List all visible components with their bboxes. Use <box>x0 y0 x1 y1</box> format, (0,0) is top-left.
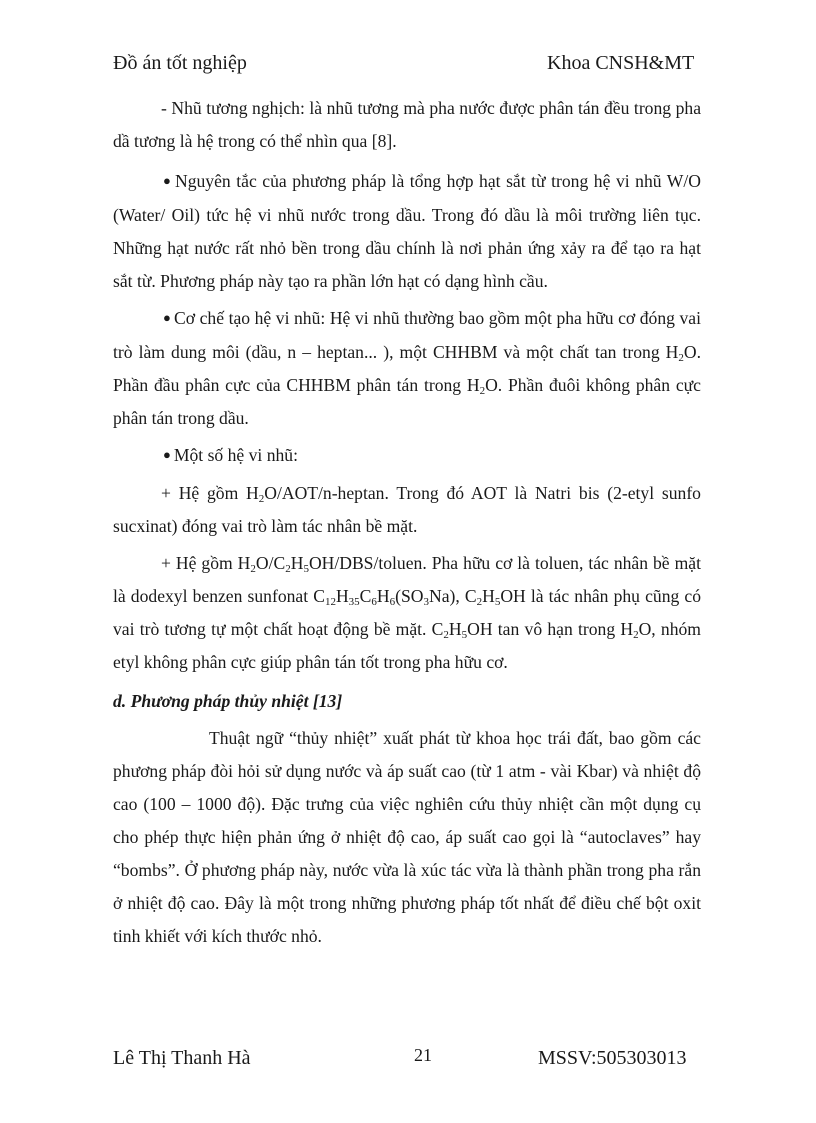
section-heading-hydrothermal: d. Phương pháp thủy nhiệt [13] <box>113 691 343 711</box>
bullet-dot-icon: ● <box>163 310 172 325</box>
page-header-right: Khoa CNSH&MT <box>547 52 695 74</box>
bullet-dot-icon: ● <box>163 447 171 462</box>
paragraph-system-aot: + Hệ gồm $H_2O/AOT/n$-heptan. Trong đó AOT là Natri bis (2-etyl sunfo sucxinat) đóng vai trò làm tác nhân bề mặt. <box>113 483 701 536</box>
paragraph-principle: ● Nguyên tắc của phương pháp là tổng hợp hạt sắt từ trong hệ vi nhũ W/O (Water/ Oil) tức hệ vi nhũ nước trong dầu. Trong đó dầu là môi trường liên tục. Những hạt nước rất nhỏ bền trong dầu chính là nơi phản ứng xảy ra để tạo ra hạt sắt từ. Phương pháp này tạo ra phần lớn hạt có dạng hình cầu. <box>113 171 701 291</box>
footer-author: Lê Thị Thanh Hà <box>113 1047 251 1069</box>
page-header-left: Đồ án tốt nghiệp <box>113 52 247 74</box>
paragraph-system-dbs: + Hệ gồm $H_2O/C_2H_5OH/DBS$/toluen. Pha hữu cơ là toluen, tác nhân bề mặt là dodexyl benzen sunfonat $C_{12}H_{35}C_6H_6(SO_3Na)$, $C_2H_5OH$ là tác nhân phụ cũng có vai trò tương tự một chất hoạt động bề mặt. $C_2H_5OH$ tan vô hạn trong $H_2O$, nhóm etyl không phân cực giúp phân tán tốt trong pha hữu cơ. <box>113 553 701 672</box>
paragraph-hydrothermal: Thuật ngữ “thủy nhiệt” xuất phát từ khoa học trái đất, bao gồm các phương pháp đòi hỏi sử dụng nước và áp suất cao (từ 1 atm - vài Kbar) và nhiệt độ cao (100 – 1000 độ). Đặc trưng của việc nghiên cứu thủy nhiệt cần một dụng cụ cho phép thực hiện phản ứng ở nhiệt độ cao, áp suất cao gọi là “autoclaves” hay “bombs”. Ở phương pháp này, nước vừa là xúc tác vừa là thành phần trong pha rắn ở nhiệt độ cao. Đây là một trong những phương pháp tốt nhất để điều chế bột oxit tinh khiết với kích thước nhỏ. <box>113 728 701 946</box>
paragraph-inverse-emulsion: - Nhũ tương nghịch: là nhũ tương mà pha nước được phân tán đều trong pha dầ tương là hệ trong có thể nhìn qua [8]. <box>113 98 701 151</box>
page-body <box>113 92 701 953</box>
bullet-dot-icon: ● <box>163 173 172 188</box>
page-number: 21 <box>414 1045 432 1065</box>
footer-student-id: MSSV:505303013 <box>538 1047 687 1069</box>
paragraph-systems-intro: ● Một số hệ vi nhũ: <box>163 445 298 465</box>
paragraph-mechanism: ● Cơ chế tạo hệ vi nhũ: Hệ vi nhũ thường bao gồm một pha hữu cơ đóng vai trò làm dung môi (dầu, n – heptan... ), một CHHBM và một chất tan trong $H_2O$. Phần đầu phân cực của CHHBM phân tán trong $H_2O$. Phần đuôi không phân cực phân tán trong dầu. <box>113 308 701 428</box>
